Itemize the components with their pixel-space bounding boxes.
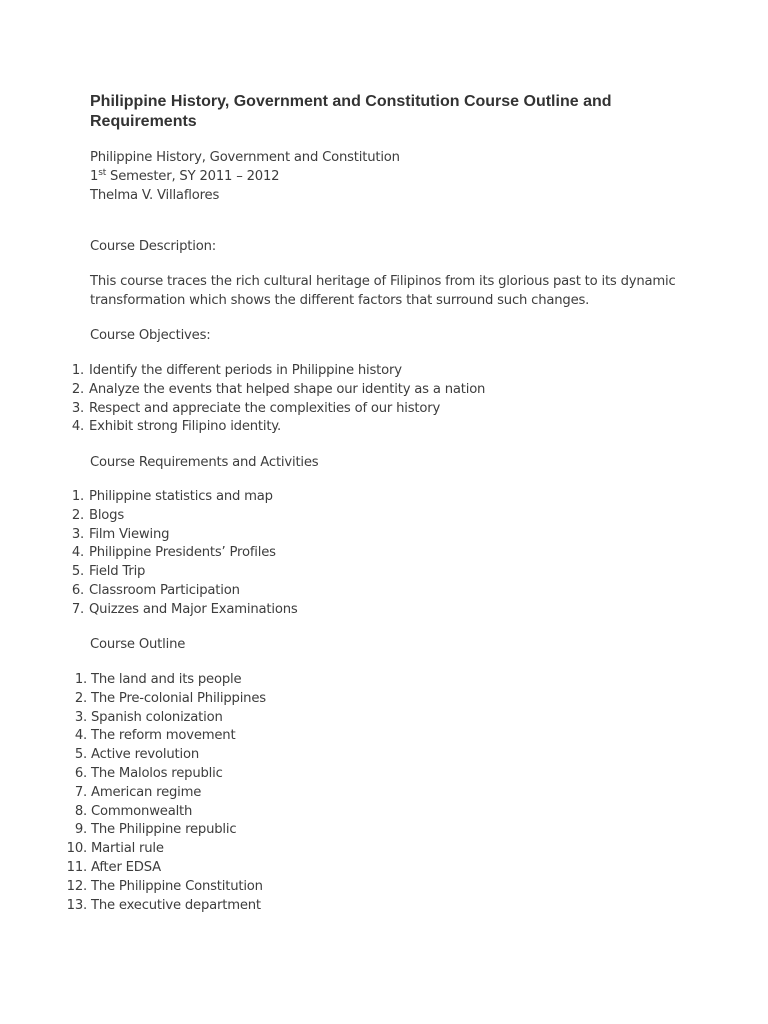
list-item-number: 12.: [66, 878, 87, 894]
list-item-number: 6.: [71, 582, 84, 598]
list-item-text: American regime: [91, 784, 202, 800]
course-description-heading: Course Description:: [90, 239, 216, 254]
list-item-number: 9.: [74, 822, 87, 838]
list-item: [0, 507, 700, 526]
list-item: [0, 840, 700, 859]
list-item-text: Classroom Participation: [89, 582, 240, 598]
list-item-text: Film Viewing: [89, 526, 170, 542]
list-item: [0, 671, 700, 690]
list-item: [0, 601, 700, 620]
list-item: [0, 784, 700, 803]
list-item-number: 8.: [74, 803, 87, 819]
list-item-text: Commonwealth: [91, 803, 193, 819]
list-item-text: Philippine statistics and map: [89, 489, 273, 504]
document-title: Philippine History, Government and Constitution Course Outline and Requirements: [90, 93, 612, 130]
list-item-number: 6.: [74, 765, 87, 781]
list-item-text: Respect and appreciate the complexities of our history: [89, 400, 441, 416]
list-item-text: Active revolution: [91, 747, 199, 763]
list-item-number: 3.: [71, 400, 84, 416]
list-item: [0, 821, 700, 840]
list-item-text: The Philippine republic: [91, 822, 237, 838]
list-item-number: 4.: [71, 419, 84, 435]
list-item-text: The executive department: [91, 897, 261, 913]
list-item-text: Identify the different periods in Philippine history: [89, 363, 402, 378]
list-item-text: Martial rule: [91, 841, 164, 857]
list-item-number: 13.: [66, 897, 87, 913]
list-item: [0, 582, 700, 601]
list-item-number: 5.: [71, 564, 84, 580]
list-item-text: Spanish colonization: [91, 709, 223, 725]
list-item-number: 2.: [74, 690, 87, 706]
list-item-text: Philippine Presidents’ Profiles: [89, 545, 276, 561]
instructor-name: Thelma V. Villaflores: [90, 187, 220, 203]
requirements-list: [0, 488, 700, 620]
list-item-text: The land and its people: [91, 672, 242, 687]
list-item-text: Blogs: [89, 507, 125, 523]
list-item: [0, 488, 700, 507]
list-item-text: Field Trip: [89, 564, 146, 580]
list-item: [0, 563, 700, 582]
objectives-list: [0, 362, 700, 437]
list-item-number: 2.: [71, 381, 84, 397]
list-item: [0, 803, 700, 822]
list-item-text: Exhibit strong Filipino identity.: [89, 419, 282, 435]
list-item: [0, 878, 700, 897]
list-item-number: 11.: [66, 859, 87, 875]
outline-list: [0, 671, 700, 915]
course-objectives-heading: Course Objectives:: [90, 328, 211, 343]
semester-ordinal: 1: [90, 168, 99, 184]
semester-ordinal-suffix: st: [98, 167, 107, 178]
list-item: [0, 544, 700, 563]
course-description-text: This course traces the rich cultural heritage of Filipinos from its glorious past to its dynamic transformation which shows the different factors that surround such changes.: [90, 274, 676, 308]
list-item-text: Quizzes and Major Examinations: [89, 601, 298, 617]
list-item: [0, 746, 700, 765]
list-item-number: 10.: [66, 841, 87, 857]
list-item: [0, 400, 700, 419]
list-item-number: 3.: [74, 709, 87, 725]
course-info-block: [90, 149, 690, 205]
course-name: Philippine History, Government and Constitution: [90, 150, 400, 165]
list-item-text: The Philippine Constitution: [91, 878, 263, 894]
list-item: [0, 418, 700, 437]
list-item: [0, 897, 700, 916]
list-item: [0, 859, 700, 878]
list-item-number: 1.: [71, 489, 84, 504]
list-item-text: Analyze the events that helped shape our identity as a nation: [89, 381, 486, 397]
semester-line: [90, 168, 690, 187]
list-item: [0, 381, 700, 400]
list-item: [0, 727, 700, 746]
list-item-text: The Pre-colonial Philippines: [91, 690, 266, 706]
list-item-number: 7.: [74, 784, 87, 800]
list-item: [0, 690, 700, 709]
semester-text: Semester, SY 2011 – 2012: [106, 168, 280, 184]
list-item-number: 7.: [71, 601, 84, 617]
list-item-number: 1.: [71, 363, 84, 378]
list-item-number: 4.: [71, 545, 84, 561]
list-item: [0, 709, 700, 728]
list-item-number: 1.: [74, 672, 87, 687]
list-item: [0, 765, 700, 784]
course-outline-heading: Course Outline: [90, 637, 186, 652]
course-requirements-heading: Course Requirements and Activities: [90, 455, 319, 470]
list-item-text: After EDSA: [91, 859, 161, 875]
list-item-text: The reform movement: [91, 728, 236, 744]
list-item-number: 3.: [71, 526, 84, 542]
list-item-number: 2.: [71, 507, 84, 523]
list-item: [0, 526, 700, 545]
list-item-number: 5.: [74, 747, 87, 763]
list-item: [0, 362, 700, 381]
list-item-text: The Malolos republic: [91, 765, 223, 781]
list-item-number: 4.: [74, 728, 87, 744]
